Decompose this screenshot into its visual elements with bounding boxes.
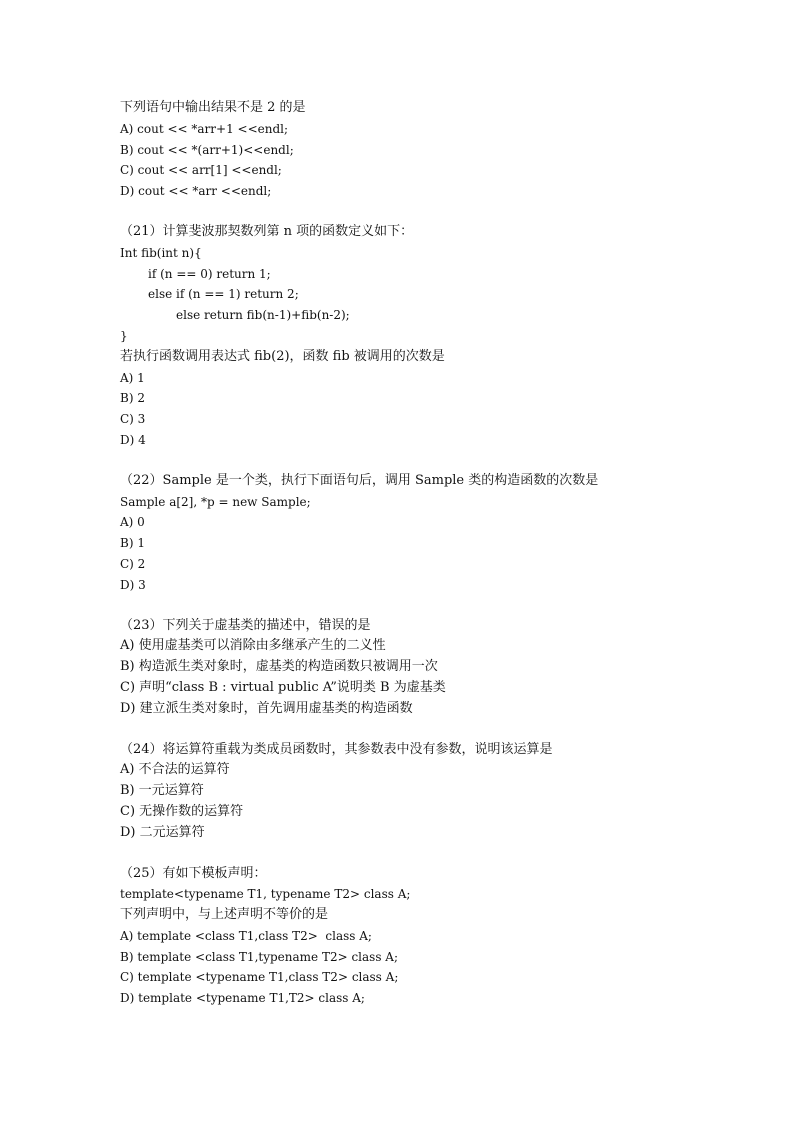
question-text: （21）计算斐波那契数列第 n 项的函数定义如下：: [120, 223, 414, 239]
option-c: C) 无操作数的运算符: [120, 803, 244, 819]
option-b: B) cout << *(arr+1)<<endl;: [120, 142, 294, 157]
question-block: [120, 222, 760, 451]
code-line: else return fib(n-1)+fib(n-2);: [176, 308, 350, 323]
option-c: C) 声明“class B : virtual public A”说明类 B 为虚基类: [120, 679, 446, 695]
option-c: C) template <typename T1,class T2> class A;: [120, 970, 399, 985]
code-line: Int fib(int n){: [120, 245, 202, 260]
option-b: B) 一元运算符: [120, 783, 204, 799]
question-block: [120, 98, 760, 202]
option-b: B) template <class T1,typename T2> class A;: [120, 949, 399, 964]
question-text: 下列语句中输出结果不是 2 的是: [120, 100, 306, 115]
question-text: （25）有如下模板声明：: [120, 865, 267, 881]
option-a: A) 使用虚基类可以消除由多继承产生的二义性: [120, 638, 386, 654]
option-d: D) 4: [120, 432, 146, 447]
option-b: B) 2: [120, 391, 145, 406]
code-line: Sample a[2], *p = new Sample;: [120, 494, 311, 509]
question-text: （23）下列关于虚基类的描述中，错误的是: [120, 617, 371, 633]
option-d: D) 3: [120, 577, 146, 592]
option-a: A) 不合法的运算符: [120, 762, 230, 778]
question-block: [120, 740, 760, 844]
code-line: }: [120, 328, 128, 343]
code-line: template<typename T1, typename T2> class A;: [120, 887, 411, 902]
question-block: [120, 864, 760, 1010]
question-text: 若执行函数调用表达式 fib(2)，函数 fib 被调用的次数是: [120, 348, 445, 364]
document-page: [120, 98, 760, 1009]
option-a: A) 0: [120, 515, 145, 530]
option-d: D) 二元运算符: [120, 824, 205, 840]
question-text: 下列声明中，与上述声明不等价的是: [120, 907, 329, 923]
code-line: else if (n == 1) return 2;: [148, 287, 299, 302]
option-b: B) 1: [120, 536, 145, 551]
question-text: （24）将运算符重载为类成员函数时，其参数表中没有参数，说明该运算是: [120, 741, 553, 757]
option-a: A) 1: [120, 370, 145, 385]
option-c: C) cout << arr[1] <<endl;: [120, 163, 282, 178]
option-c: C) 2: [120, 556, 146, 571]
option-a: A) template <class T1,class T2> class A;: [120, 928, 372, 943]
option-c: C) 3: [120, 412, 146, 427]
option-d: D) template <typename T1,T2> class A;: [120, 991, 365, 1006]
option-d: D) cout << *arr <<endl;: [120, 184, 272, 199]
option-b: B) 构造派生类对象时，虚基类的构造函数只被调用一次: [120, 659, 438, 675]
option-d: D) 建立派生类对象时，首先调用虚基类的构造函数: [120, 700, 413, 716]
question-block: [120, 471, 760, 596]
question-text: （22）Sample 是一个类，执行下面语句后，调用 Sample 类的构造函数的次数是: [120, 472, 599, 488]
code-line: if (n == 0) return 1;: [148, 266, 271, 281]
option-a: A) cout << *arr+1 <<endl;: [120, 121, 289, 136]
question-block: [120, 616, 760, 720]
